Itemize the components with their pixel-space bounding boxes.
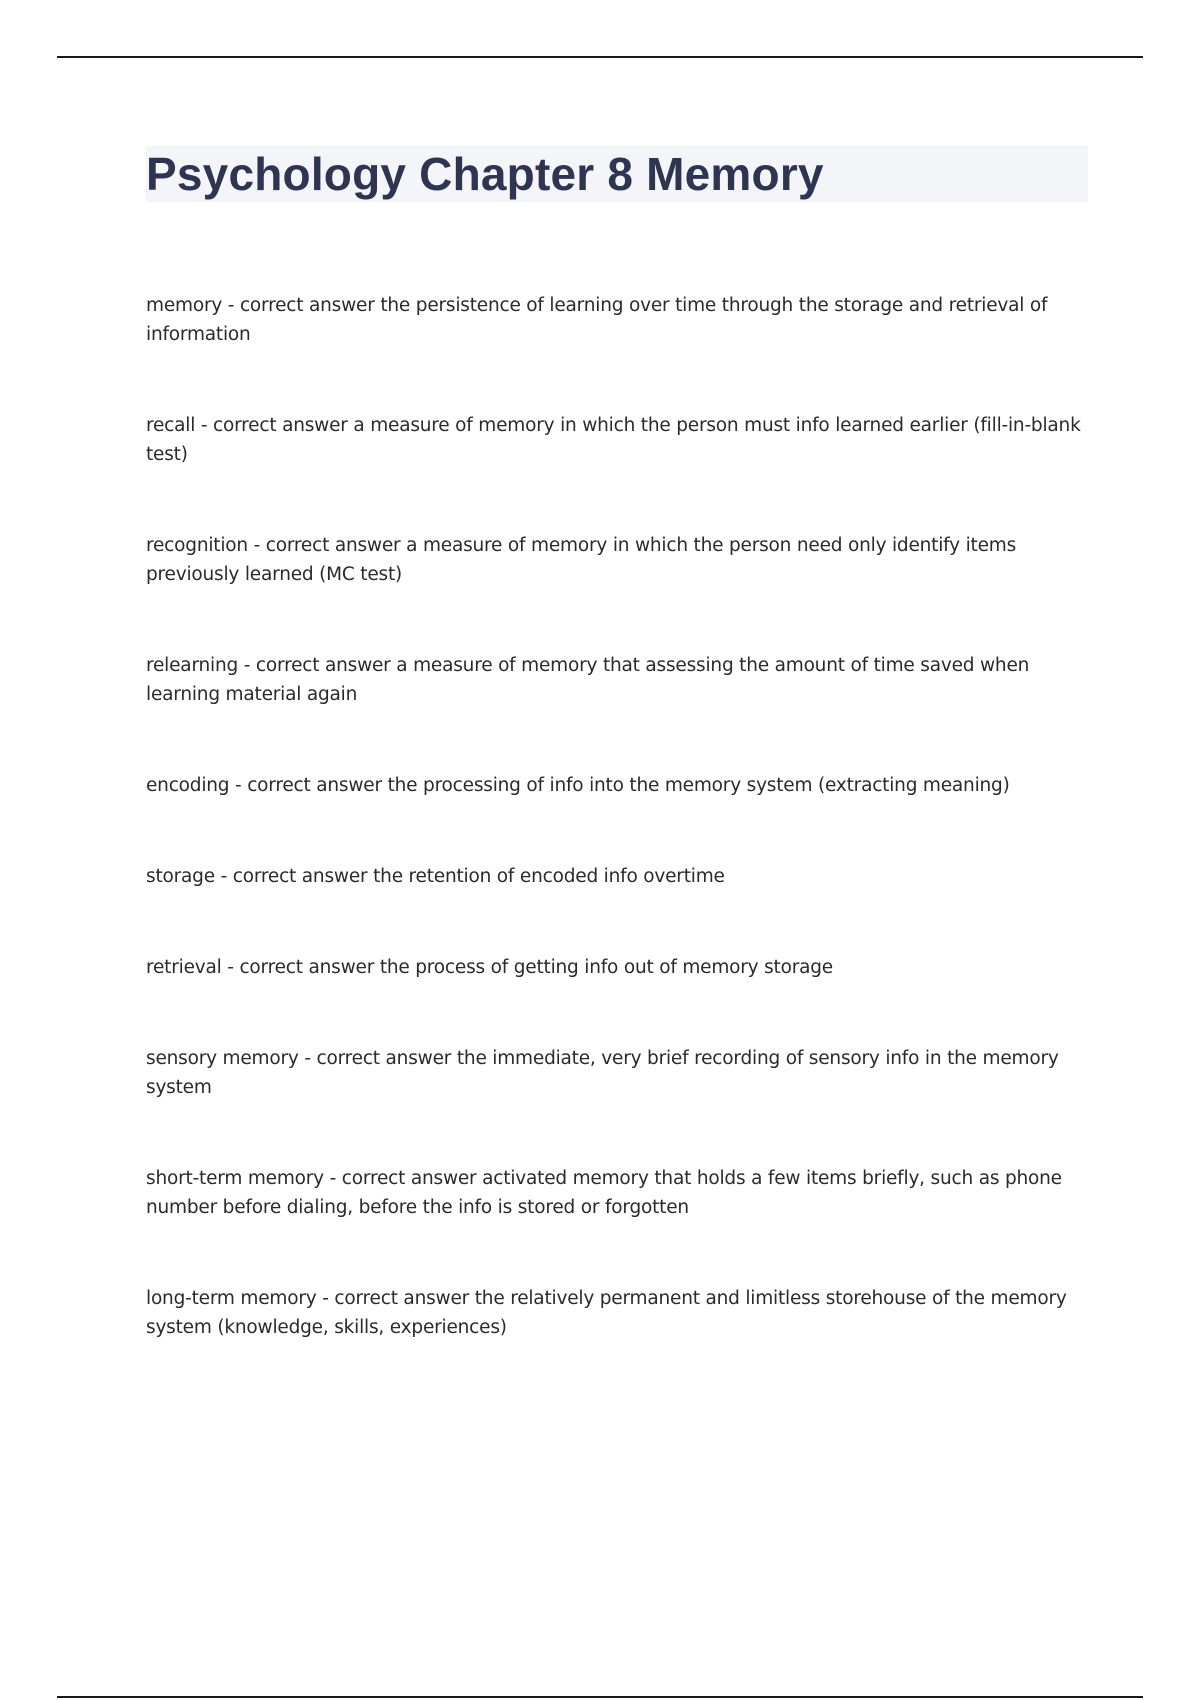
flashcard-entry — [146, 1284, 1086, 1342]
entry-separator: - — [222, 295, 240, 316]
answer-marker: correct answer — [255, 655, 391, 676]
entry-separator: - — [195, 415, 214, 436]
entry-definition: a measure of memory that assessing the amount of time saved when learning material again — [146, 655, 1030, 705]
entry-separator: - — [247, 535, 266, 556]
entry-definition: the immediate, very brief recording of sensory info in the memory system — [146, 1048, 1059, 1098]
flashcard-entry — [146, 651, 1086, 709]
answer-marker: correct answer — [316, 1048, 452, 1069]
answer-marker: correct answer — [334, 1288, 470, 1309]
flashcard-entry — [146, 771, 1086, 800]
answer-marker: correct answer — [247, 775, 382, 796]
entry-separator: - — [229, 775, 248, 796]
bottom-rule — [57, 1696, 1143, 1698]
flashcard-entry — [146, 531, 1086, 589]
entry-term: retrieval — [146, 957, 222, 978]
flashcard-entry — [146, 953, 1086, 982]
entry-definition: the retention of encoded info overtime — [373, 866, 725, 887]
entry-separator: - — [316, 1288, 335, 1309]
answer-marker: correct answer — [265, 535, 401, 556]
flashcard-entry — [146, 862, 1086, 891]
answer-marker: correct answer — [341, 1168, 477, 1189]
entry-separator: - — [323, 1168, 342, 1189]
entry-definition: a measure of memory in which the person must info learned earlier (fill-in-blank test) — [146, 415, 1081, 465]
entry-term: short-term memory — [146, 1168, 324, 1189]
entry-definition: activated memory that holds a few items briefly, such as phone number before dialing, before the info is stored or forgotten — [146, 1168, 1062, 1218]
entry-term: memory — [146, 295, 223, 316]
entry-separator: - — [298, 1048, 317, 1069]
entry-term: recognition — [146, 535, 248, 556]
answer-marker: correct answer — [239, 957, 375, 978]
flashcard-entry — [146, 291, 1086, 349]
answer-marker: correct answer — [232, 866, 368, 887]
answer-marker: correct answer — [239, 295, 375, 316]
answer-marker: correct answer — [213, 415, 348, 436]
flashcard-entry — [146, 1044, 1086, 1102]
entry-definition: a measure of memory in which the person need only identify items previously learned (MC test) — [146, 535, 1017, 585]
entry-definition: the processing of info into the memory system (extracting meaning) — [387, 775, 1010, 796]
entry-separator: - — [221, 957, 240, 978]
flashcard-entry — [146, 411, 1086, 469]
entry-term: encoding — [146, 775, 230, 796]
entry-term: relearning — [146, 655, 239, 676]
entry-term: sensory memory — [146, 1048, 299, 1069]
entry-definition: the process of getting info out of memory storage — [379, 957, 833, 978]
page-title: Psychology Chapter 8 Memory — [146, 148, 824, 200]
entry-term: storage — [146, 866, 215, 887]
entry-term: recall — [146, 415, 196, 436]
entry-separator: - — [214, 866, 233, 887]
entry-term: long-term memory — [146, 1288, 317, 1309]
entry-definition: the persistence of learning over time through the storage and retrieval of information — [146, 295, 1048, 345]
entry-definition: the relatively permanent and limitless storehouse of the memory system (knowledge, skills, experiences) — [146, 1288, 1067, 1338]
top-rule — [57, 56, 1143, 58]
entry-separator: - — [238, 655, 256, 676]
flashcard-entry — [146, 1164, 1086, 1222]
